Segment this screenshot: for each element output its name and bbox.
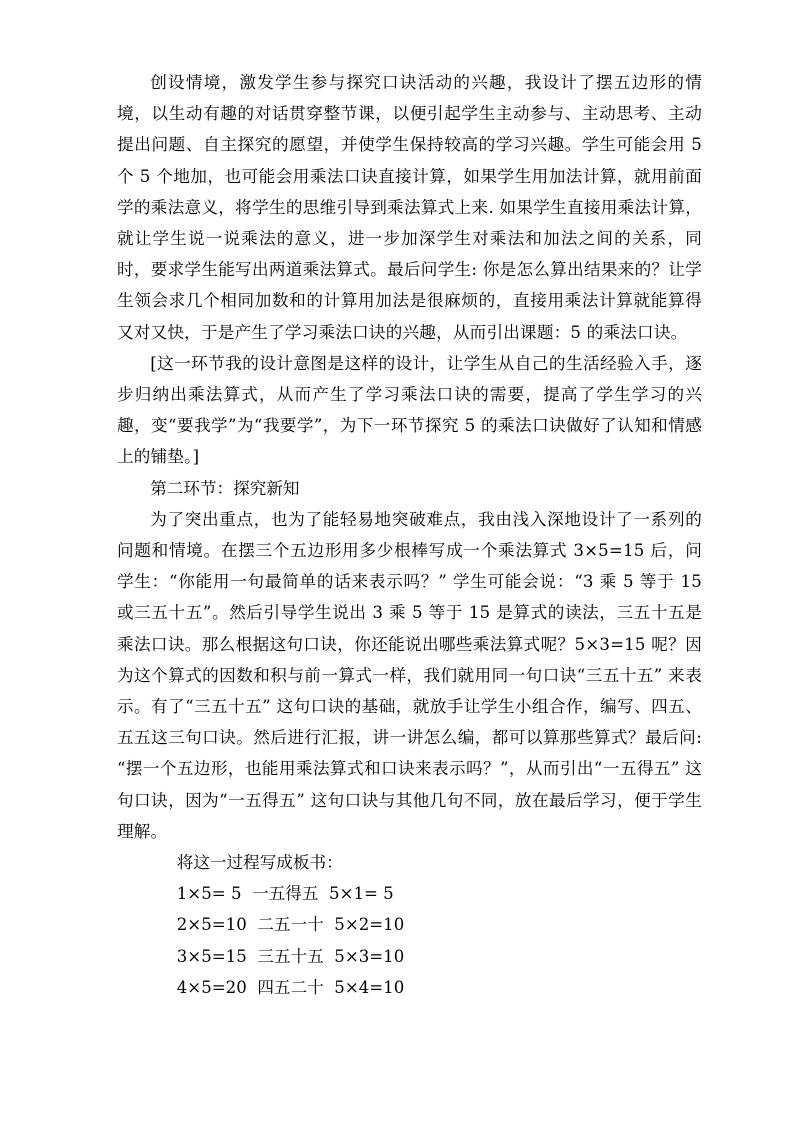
board-line: 3×5=15 三五十五 5×3=10 (176, 946, 405, 966)
design-intent-paragraph: [这一环节我的设计意图是这样的设计，让学生从自己的生活经验入手，逐步归纳出乘法算式，从而产生了学习乘法口诀的需要，提高了学生学习的兴趣，变“要我学”为“我要学”，为下一环节探究 5 的乘法口诀做好了认知和情感上的铺垫。] (117, 353, 702, 467)
section-heading: 第二环节：探究新知 (150, 478, 300, 498)
intro-paragraph: 创设情境，激发学生参与探究口诀活动的兴趣，我设计了摆五边形的情境，以生动有趣的对话贯穿整节课，以便引起学生主动参与、主动思考、主动提出问题、自主探究的愿望，并使学生保持较高的学习兴趣。学生可能会用 5 个 5 个地加，也可能会用乘法口诀直接计算，如果学生用加法计算，就用前面学的乘法意义，将学生的思维引导到乘法算式上来. 如果学生直接用乘法计算，就让学生说一说乘法的意义，进一步加深学生对乘法和加法之间的关系，同时，要求学生能写出两道乘法算式。最后问学生: 你是怎么算出结果来的？让学生领会求几个相同加数和的计算用加法是很麻烦的，直接用乘法计算就能算得又对又快，于是产生了学习乘法口诀的兴趣，从而引出课题：5 的乘法口诀。 (117, 73, 702, 342)
explore-paragraph: 为了突出重点，也为了能轻易地突破难点，我由浅入深地设计了一系列的问题和情境。在摆三个五边形用多少根棒写成一个乘法算式 3×5=15 后，问学生：“你能用一句最简单的话来表示吗？” 学生可能会说：“3 乘 5 等于 15 或三五十五”。然后引导学生说出 3 乘 5 等于 15 是算式的读法，三五十五是乘法口诀。那么根据这句口诀，你还能说出哪些乘法算式呢？5×3=15 呢？因为这个算式的因数和积与前一算式一样，我们就用同一句口诀“三五十五” 来表示。有了“三五十五” 这句口诀的基础，就放手让学生小组合作，编写、四五、五五这三句口诀。然后进行汇报，讲一讲怎么编，都可以算那些算式？最后问: “摆一个五边形，也能用乘法算式和口诀来表示吗？”，从而引出“一五得五” 这句口诀，因为“一五得五” 这句口诀与其他几句不同，放在最后学习，便于学生理解。 (117, 509, 702, 841)
board-line: 1×5= 5 一五得五 5×1= 5 (176, 884, 394, 904)
board-line: 4×5=20 四五二十 5×4=10 (176, 977, 405, 997)
document-page (117, 67, 702, 1003)
blackboard-list (117, 878, 702, 1003)
board-line: 2×5=10 二五一十 5×2=10 (176, 915, 405, 935)
board-intro: 将这一过程写成板书： (176, 853, 343, 873)
